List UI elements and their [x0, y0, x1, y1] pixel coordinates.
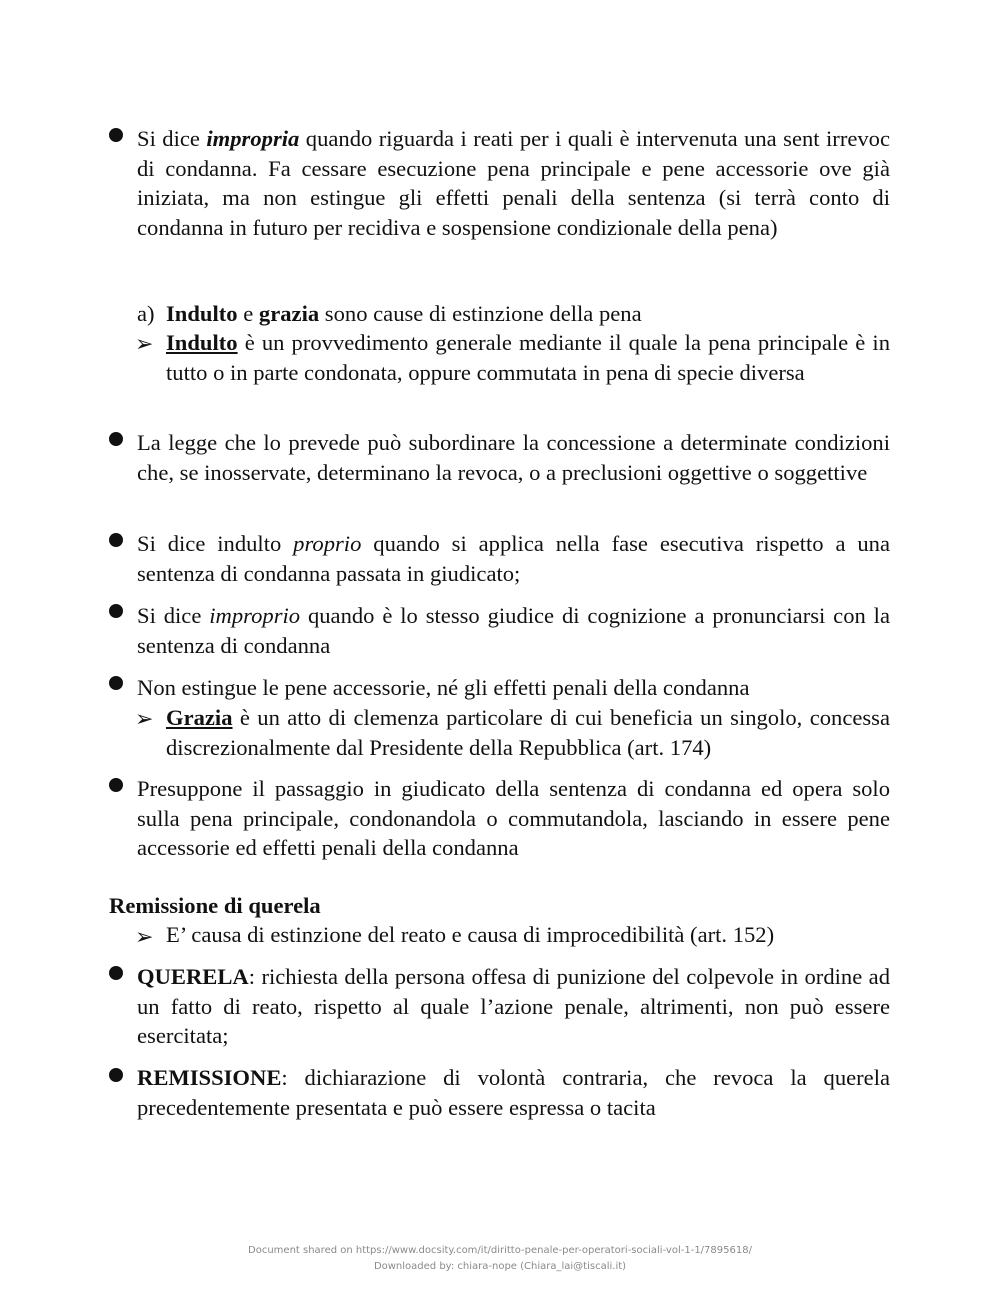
- text-run: : richiesta della persona offesa di punizione del colpevole in ordine ad un fatto di reato, rispetto al quale l’azione penale, altrimenti, non può essere esercitata;: [137, 964, 890, 1048]
- term-indulto: Indulto: [166, 301, 238, 326]
- list-item-a: [166, 299, 890, 329]
- text-run: è un provvedimento generale mediante il quale la pena principale è in tutto o in parte condonata, oppure commutata in pena di specie diversa: [166, 330, 890, 385]
- paragraph-non-estingue: Non estingue le pene accessorie, né gli effetti penali della condanna: [137, 675, 750, 700]
- bullet-dot-icon: [109, 128, 123, 142]
- paragraph-impropria: [137, 124, 890, 242]
- emphasis-improprio: improprio: [209, 603, 301, 628]
- bullet-dot-icon: [109, 676, 123, 690]
- paragraph-querela: [137, 962, 890, 1051]
- text-run: : dichiarazione di volontà contraria, che revoca la querela precedentemente presentata e può essere espressa o tacita: [137, 1065, 890, 1120]
- footer-shared-line: Document shared on https://www.docsity.com/it/diritto-penale-per-operatori-sociali-vol-1-1/7895618/: [248, 1245, 752, 1256]
- list-marker-a: a): [137, 301, 155, 326]
- text-run: e: [237, 301, 259, 326]
- term-indulto-underlined: Indulto: [166, 330, 238, 355]
- text-run: sono cause di estinzione della pena: [319, 301, 642, 326]
- paragraph-improprio: [137, 601, 890, 660]
- bullet-dot-icon: [109, 778, 123, 792]
- term-grazia-underlined: Grazia: [166, 705, 233, 730]
- paragraph-remissione: [137, 1063, 890, 1122]
- paragraph-indulto: [166, 328, 890, 387]
- section-heading: Remissione di querela: [109, 893, 321, 918]
- bullet-dot-icon: [109, 604, 123, 618]
- arrowhead-icon: ➢: [135, 706, 154, 731]
- bullet-dot-icon: [109, 533, 123, 547]
- term-remissione: REMISSIONE: [137, 1065, 282, 1090]
- footer-downloaded-line: Downloaded by: chiara-nope (Chiara_lai@tiscali.it): [373, 1261, 627, 1272]
- paragraph-legge: La legge che lo prevede può subordinare la concessione a determinate condizioni che, se inosservate, determinano la revoca, o a preclusioni oggettive o soggettive: [137, 430, 890, 485]
- text-run: quando si applica nella fase esecutiva rispetto a una sentenza di condanna passata in giudicato;: [137, 531, 890, 586]
- term-grazia: grazia: [258, 301, 320, 326]
- arrowhead-icon: ➢: [135, 924, 154, 949]
- emphasis-impropria: impropria: [206, 126, 300, 151]
- text-run: Si dice: [137, 603, 210, 628]
- arrowhead-icon: ➢: [135, 331, 154, 356]
- text-run: Si dice indulto: [137, 531, 294, 556]
- paragraph-presuppone: Presuppone il passaggio in giudicato della sentenza di condanna ed opera solo sulla pena principale, condonandola o commutandola, lasciando in essere pene accessorie ed effetti penali della condanna: [137, 776, 890, 860]
- term-querela: QUERELA: [137, 964, 249, 989]
- paragraph-proprio: [137, 529, 890, 588]
- text-run: quando riguarda i reati per i quali è intervenuta una sent irrevoc di condanna. Fa cessare esecuzione pena principale e pene accessorie ove già iniziata, ma non estingue gli effetti penali della sentenza (si terrà conto di condanna in futuro per recidiva e sospensione condizionale della pena): [137, 126, 890, 240]
- text-run: quando è lo stesso giudice di cognizione a pronunciarsi con la sentenza di condanna: [137, 603, 890, 658]
- paragraph-causa: E’ causa di estinzione del reato e causa di improcedibilità (art. 152): [166, 922, 775, 947]
- text-run: Si dice: [137, 126, 207, 151]
- bullet-dot-icon: [109, 966, 123, 980]
- bullet-dot-icon: [109, 432, 123, 446]
- text-run: è un atto di clemenza particolare di cui beneficia un singolo, concessa discrezionalmente dal Presidente della Repubblica (art. 174): [166, 705, 890, 760]
- emphasis-proprio: proprio: [293, 531, 362, 556]
- bullet-dot-icon: [109, 1068, 123, 1082]
- paragraph-grazia: [166, 703, 890, 762]
